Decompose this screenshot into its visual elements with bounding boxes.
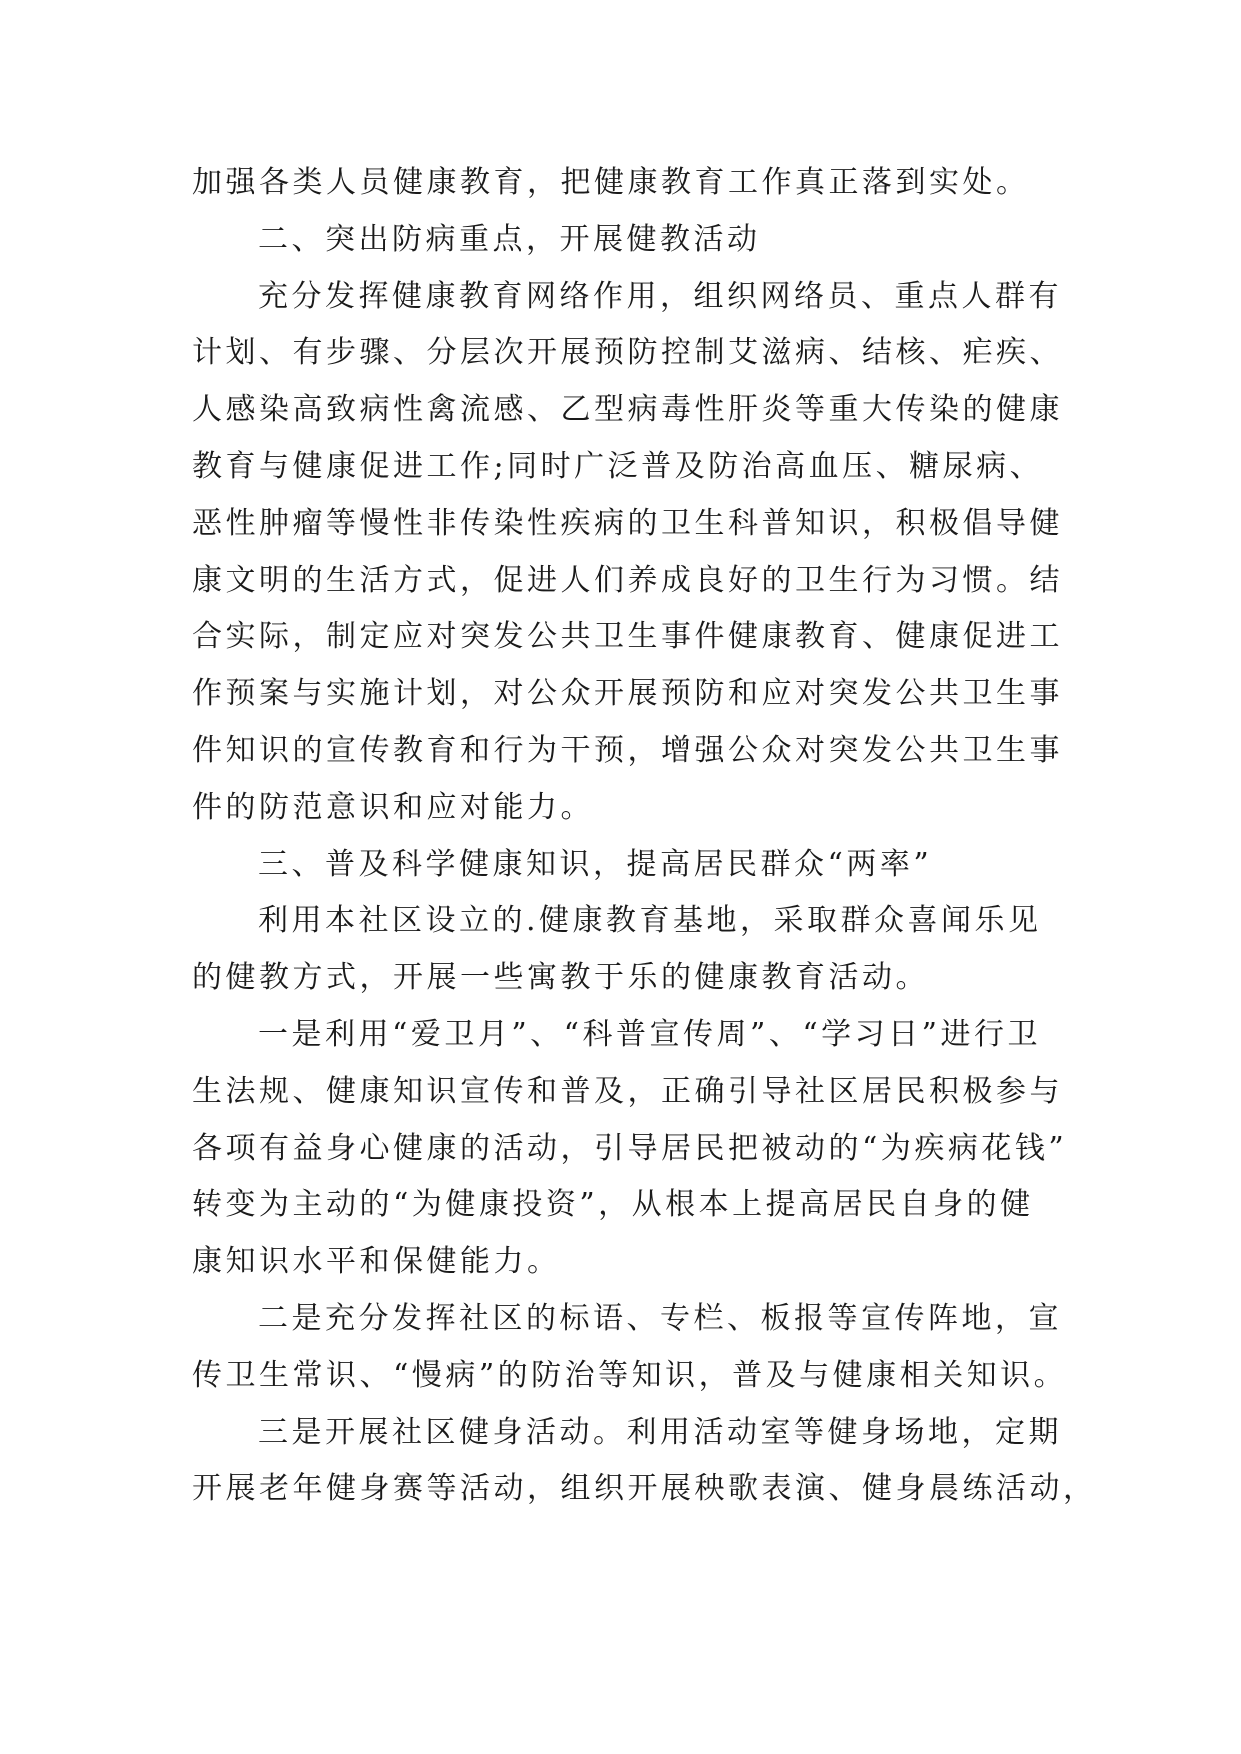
text-line: 三是开展社区健身活动。利用活动室等健身场地，定期: [258, 1414, 1062, 1450]
text-line: 利用本社区设立的.健康教育基地，采取群众喜闻乐见: [258, 903, 1042, 939]
text-line: 恶性肿瘤等慢性非传染性疾病的卫生科普知识，积极倡导健: [192, 505, 1063, 541]
text-line: 合实际，制定应对突发公共卫生事件健康教育、健康促进工: [192, 619, 1063, 655]
text-line: 生法规、健康知识宣传和普及，正确引导社区居民积极参与: [192, 1073, 1063, 1109]
text-line: 作预案与实施计划，对公众开展预防和应对突发公共卫生事: [192, 676, 1063, 712]
text-line: 加强各类人员健康教育，把健康教育工作真正落到实处。: [192, 165, 1030, 200]
text-line: 计划、有步骤、分层次开展预防控制艾滋病、结核、疟疾、: [192, 335, 1063, 371]
text-line: 教育与健康促进工作;同时广泛普及防治高血压、糖尿病、: [192, 448, 1044, 484]
text-line: 康文明的生活方式，促进人们养成良好的卫生行为习惯。结: [192, 562, 1063, 598]
text-line: 件的防范意识和应对能力。: [192, 789, 594, 825]
text-line: 一是利用“爱卫月”、“科普宣传周”、“学习日”进行卫: [258, 1016, 1042, 1052]
document-body: [192, 155, 1097, 1518]
text-line: 康知识水平和保健能力。: [192, 1244, 561, 1280]
text-line: 件知识的宣传教育和行为干预，增强公众对突发公共卫生事: [192, 732, 1063, 768]
text-line: 充分发挥健康教育网络作用，组织网络员、重点人群有: [258, 278, 1062, 314]
text-line: 二、突出防病重点，开展健教活动: [258, 221, 761, 257]
text-line: 的健教方式，开展一些寓教于乐的健康教育活动。: [192, 960, 929, 996]
text-line: 开展老年健身赛等活动，组织开展秧歌表演、健身晨练活动，: [192, 1471, 1097, 1507]
text-line: 二是充分发挥社区的标语、专栏、板报等宣传阵地，宣: [258, 1300, 1062, 1336]
text-line: 各项有益身心健康的活动，引导居民把被动的“为疾病花钱”: [192, 1130, 1068, 1166]
text-line: 人感染高致病性禽流感、乙型病毒性肝炎等重大传染的健康: [192, 392, 1063, 428]
text-line: 传卫生常识、“慢病”的防治等知识，普及与健康相关知识。: [192, 1357, 1068, 1393]
text-line: 三、普及科学健康知识，提高居民群众“两率”: [258, 846, 933, 882]
text-line: 转变为主动的“为健康投资”，从根本上提高居民自身的健: [192, 1187, 1034, 1223]
